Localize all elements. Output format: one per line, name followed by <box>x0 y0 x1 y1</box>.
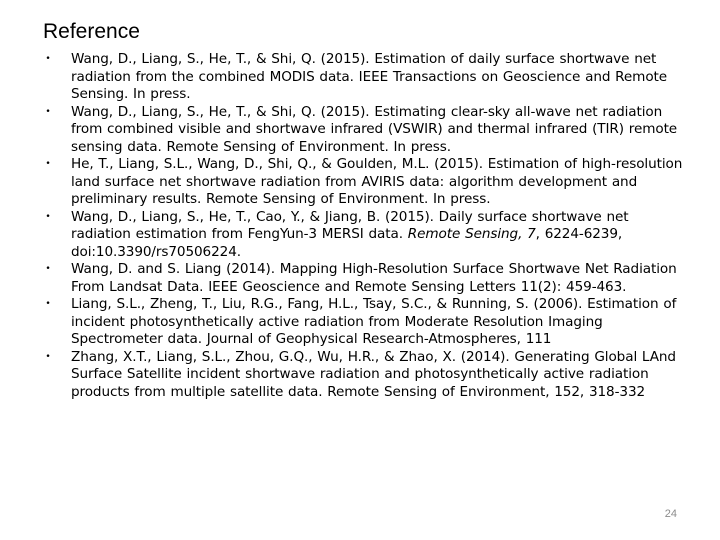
reference-text: Liang, S.L., Zheng, T., Liu, R.G., Fang, H.L., Tsay, S.C., & Running, S. (2006). Estimation of incident photosynthetically active radiation from Moderate Resolution Imaging Spectrometer data. Journal of Geophysical Research-Atmospheres, 111 <box>71 296 677 347</box>
reference-item <box>43 209 683 262</box>
reference-text-start: Wang, D., Liang, S., He, T., Cao, Y., & Jiang, B. (2015). Daily surface shortwave net radiation estimation from FengYun-3 MERSI data. <box>71 208 629 242</box>
reference-text: Zhang, X.T., Liang, S.L., Zhou, G.Q., Wu, H.R., & Zhao, X. (2014). Generating Global LAnd Surface Satellite incident shortwave radiation and photosynthetically active radiation products from multiple satellite data. Remote Sensing of Environment, 152, 318-332 <box>71 348 676 400</box>
slide-title: Reference <box>43 20 140 43</box>
page-number: 24 <box>664 508 677 520</box>
reference-list <box>43 51 683 401</box>
bullet-icon: • <box>45 211 51 222</box>
reference-text: Wang, D., Liang, S., He, T., & Shi, Q. (2015). Estimating clear-sky all-wave net radiation from combined visible and shortwave infrared (VSWIR) and thermal infrared (TIR) remote sensing data. Remote Sensing of Environment. In press. <box>71 103 678 155</box>
reference-journal-italic: Remote Sensing, 7 <box>407 226 536 242</box>
reference-item <box>43 104 683 157</box>
reference-text-end: , 6224-6239, doi:10.3390/rs70506224. <box>71 226 623 260</box>
reference-text: Wang, D. and S. Liang (2014). Mapping High-Resolution Surface Shortwave Net Radiation From Landsat Data. IEEE Geoscience and Remote Sensing Letters 11(2): 459-463. <box>71 261 677 295</box>
reference-item <box>43 349 683 402</box>
reference-item <box>43 296 683 349</box>
reference-item <box>43 51 683 104</box>
bullet-icon: • <box>45 299 51 309</box>
bullet-icon: • <box>45 264 51 274</box>
reference-text: He, T., Liang, S.L., Wang, D., Shi, Q., & Goulden, M.L. (2015). Estimation of high-resolution land surface net shortwave radiation from AVIRIS data: algorithm development and preliminary results. Remote Sensing of Environment. In press. <box>71 156 683 207</box>
reference-item <box>43 261 683 296</box>
bullet-icon: • <box>45 351 51 362</box>
bullet-icon: • <box>45 54 51 64</box>
bullet-icon: • <box>45 106 51 117</box>
reference-text: Wang, D., Liang, S., He, T., & Shi, Q. (2015). Estimation of daily surface shortwave net radiation from the combined MODIS data. IEEE Transactions on Geoscience and Remote Sensing. In press. <box>71 51 668 102</box>
bullet-icon: • <box>45 159 51 169</box>
reference-item <box>43 156 683 209</box>
